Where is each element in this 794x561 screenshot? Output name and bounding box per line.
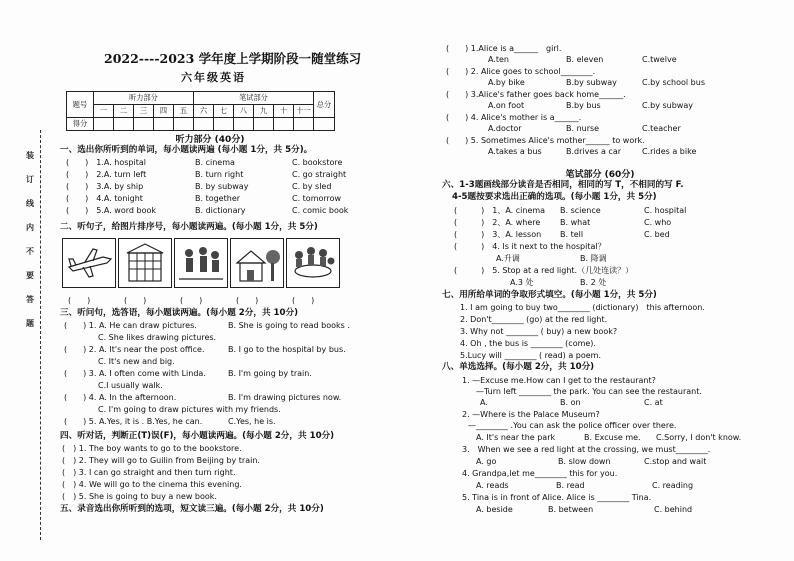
s8-q4-opt-c: C. reading <box>652 481 694 490</box>
score-cell <box>154 118 174 131</box>
section-7-title: 七、用所给单词的争取形式填空。(每小题 1分，共 5分) <box>442 290 657 300</box>
s8-q1-opt-c: C. at <box>644 398 663 407</box>
r-q4-a: A.doctor <box>488 124 522 133</box>
picture-1-blank[interactable]: ( ) <box>68 296 91 305</box>
s6-q2[interactable]: ( ) 2、A. where <box>454 218 541 227</box>
s1-q3-b: B. by subway <box>195 182 249 191</box>
score-cell <box>114 118 134 131</box>
binding-char: 线 <box>26 199 34 208</box>
binding-text <box>24 150 36 330</box>
r-q3-a: A.on foot <box>488 101 525 110</box>
section-6-title-2: 4-5题按要求选出正确的选项。(每小题 1分，共 5分) <box>452 192 657 202</box>
s8-q2-opt-c: C.Sorry, I don't know. <box>656 433 742 442</box>
score-table-label-number: 题号 <box>67 92 94 118</box>
s1-q5[interactable]: ( ) 5.A. word book <box>66 206 156 215</box>
s8-q5-opt-c: C. behind <box>654 505 693 514</box>
s8-q2-opt-b: B. Excuse me. <box>584 433 641 442</box>
s8-q5[interactable]: 5. Tina is in front of Alice. Alice is ________ Tina. <box>462 493 652 502</box>
s8-q4[interactable]: 4. Grandpa,let me________ this for you. <box>462 469 618 478</box>
score-table-number: 七 <box>214 105 234 118</box>
picture-people-street <box>174 238 228 288</box>
s3-q3-b: B. I'm going by train. <box>228 369 312 378</box>
score-table-number: 三 <box>134 105 154 118</box>
picture-family-dinner <box>286 238 340 288</box>
r-q5[interactable]: ( ) 5. Sometimes Alice's mother______ to work. <box>446 136 645 145</box>
score-table-writing-header: 笔试部分 <box>194 92 314 105</box>
section-5-title: 五、录音选出你所听到的选项，短文读三遍。(每小题 2分，共 10分) <box>60 504 324 514</box>
picture-house-tree <box>230 238 284 288</box>
r-q4-c: C.teacher <box>642 124 681 133</box>
score-cell <box>294 118 314 131</box>
r-q2-b: B.by subway <box>566 78 617 87</box>
picture-3-blank[interactable]: ( ) <box>180 296 203 305</box>
s6-q4[interactable]: ( ) 4. Is it next to the hospital？ <box>454 242 606 251</box>
score-table-number: 五 <box>174 105 194 118</box>
r-q2[interactable]: ( ) 2. Alice goes to school________. <box>446 67 596 76</box>
s3-q4-a[interactable]: ( ) 4. A. In the afternoon. <box>64 393 177 402</box>
s8-q3-opt-c: C.stop and wait <box>644 457 707 466</box>
score-cell <box>254 118 274 131</box>
r-q1-b: B. eleven <box>566 55 604 64</box>
s4-q1[interactable]: ( ) 1. The boy wants to go to the bookstore. <box>62 444 242 453</box>
score-cell <box>174 118 194 131</box>
score-table-number: 九 <box>254 105 274 118</box>
binding-char: 答 <box>26 295 34 304</box>
s6-q3-b: B. tell <box>560 230 584 239</box>
s4-q4[interactable]: ( ) 4. We will go to the cinema this evening. <box>62 480 242 489</box>
s8-q1: 1. —Excuse me.How can I get to the restaurant? <box>462 376 656 385</box>
section-6-title: 六、1-3题画线部分读音是否相同，相同的写 T，不相同的写 F. <box>442 180 684 190</box>
s3-q3-a[interactable]: ( ) 3. A. I often come with Linda. <box>64 369 206 378</box>
s1-q2-c: C. go straight <box>292 170 347 179</box>
s6-q5-b: B. 2 处 <box>580 278 607 287</box>
section-1-title: 一、选出你所听到的单词，每小题读两遍 (每小题 1分，共 5分)。 <box>60 145 313 155</box>
picture-2-blank[interactable]: ( ) <box>124 296 147 305</box>
s8-q2-a: A. It's near the park <box>476 433 556 442</box>
picture-building <box>118 238 172 288</box>
r-q5-a: A.takes a bus <box>488 147 542 156</box>
s8-q3[interactable]: 3. When we see a red light at the crossing, we must________. <box>462 445 711 454</box>
s8-q1-b[interactable]: —Turn left ________ the park. You can see the restaurant. <box>476 387 702 396</box>
score-table <box>66 91 335 131</box>
r-q3[interactable]: ( ) 3.Alice's father goes back home______. <box>446 90 626 99</box>
binding-char: 订 <box>26 175 34 184</box>
r-q3-c: C.by subway <box>642 101 693 110</box>
s3-q2-c: C. It's new and big. <box>98 357 175 366</box>
s6-q1[interactable]: ( ) 1、A. cinema <box>454 206 546 215</box>
s4-q3[interactable]: ( ) 3. I can go straight and then turn right. <box>62 468 236 477</box>
score-cell <box>214 118 234 131</box>
s8-q1-opt-b: B. on <box>560 398 581 407</box>
r-q1-c: C.twelve <box>642 55 677 64</box>
s8-q5-a: A. beside <box>476 505 513 514</box>
s4-q5[interactable]: ( ) 5. She is going to buy a new book. <box>62 492 217 501</box>
s6-q1-b: B. science <box>560 206 601 215</box>
s6-q4-b: B. 降调 <box>580 254 607 263</box>
picture-5-blank[interactable]: ( ) <box>292 296 315 305</box>
s6-q3-c: C. bed <box>644 230 670 239</box>
picture-4-blank[interactable]: ( ) <box>236 296 259 305</box>
s8-q1-a: A. <box>480 398 488 407</box>
section-4-title: 四、听对话，判断正(T)误(F)，每小题读两遍。(每小题 2分，共 10分) <box>60 431 335 441</box>
binding-dashed-line <box>40 130 41 540</box>
s8-q4-a: A. reads <box>476 481 509 490</box>
r-q1[interactable]: ( ) 1.Alice is a______ girl. <box>446 44 562 53</box>
s1-q5-b: B. dictionary <box>195 206 246 215</box>
s7-q5[interactable]: 5.Lucy will ________ ( read) a poem. <box>460 351 602 360</box>
writing-part-title: 笔试部分 (60分) <box>565 170 635 180</box>
s1-q1-b: B. cinema <box>195 158 235 167</box>
score-table-total-header: 总分 <box>314 92 335 118</box>
s1-q5-c: C. comic book <box>292 206 349 215</box>
section-2-title: 二、听句子，给图片排序号，每小题读两遍。(每小题 1分，共 5分) <box>60 222 318 232</box>
s6-q1-c: C. hospital <box>644 206 687 215</box>
s1-q1[interactable]: ( ) 1.A. hospital <box>66 158 146 167</box>
score-table-number: 十 <box>274 105 294 118</box>
s3-q3-c: C.I usually walk. <box>98 381 163 390</box>
score-table-number: 十一 <box>294 105 314 118</box>
s8-q5-opt-b: B. between <box>548 505 594 514</box>
s4-q2[interactable]: ( ) 2. They will go to Guilin from Beijing by train. <box>62 456 260 465</box>
page-title: 2022----2023 学年度上学期阶段一随堂练习 <box>104 51 362 66</box>
r-q2-a: A.by bike <box>488 78 525 87</box>
s3-q2-b: B. I go to the hospital by bus. <box>228 345 346 354</box>
s3-q2-a[interactable]: ( ) 2. A. It's near the post office. <box>64 345 205 354</box>
listening-part-title: 听力部分 (40分) <box>175 135 245 145</box>
r-q4-b: B. nurse <box>566 124 600 133</box>
score-cell <box>94 118 114 131</box>
s8-q3-opt-b: B. slow down <box>558 457 611 466</box>
s8-q2-b[interactable]: —________ .You can ask the police officer over there. <box>468 421 677 430</box>
s7-q1[interactable]: 1. I am going to buy two________ (dictionary) this afternoon. <box>460 303 705 312</box>
section-3-title: 三、听问句，选答语，每小题读两遍。(每小题 2分，共 10分) <box>60 308 299 318</box>
r-q4[interactable]: ( ) 4. Alice's mother is a______. <box>446 113 582 122</box>
s1-q2[interactable]: ( ) 2.A. turn left <box>66 170 147 179</box>
binding-char: 内 <box>26 223 34 232</box>
binding-char: 题 <box>26 319 34 328</box>
binding-char: 不 <box>26 247 34 256</box>
score-cell <box>194 118 214 131</box>
score-table-number: 六 <box>194 105 214 118</box>
s3-q1-b: B. She is going to read books . <box>228 321 350 330</box>
score-cell <box>314 118 335 131</box>
r-q3-b: B.by bus <box>566 101 601 110</box>
score-cell <box>234 118 254 131</box>
s1-q1-c: C. bookstore <box>292 158 343 167</box>
s6-q5[interactable]: ( ) 5. Stop at a red light.（几处连读？） <box>454 266 634 275</box>
s8-q3-a: A. go <box>476 457 497 466</box>
score-table-label-score: 得分 <box>67 118 94 131</box>
s1-q4-b: B. together <box>195 194 241 203</box>
score-table-number: 四 <box>154 105 174 118</box>
s1-q4-c: C. tomorrow <box>292 194 342 203</box>
s6-q4-a: A.升调 <box>496 254 520 263</box>
score-table-number: 八 <box>234 105 254 118</box>
picture-airplane <box>62 238 116 288</box>
score-cell <box>134 118 154 131</box>
s3-q4-b: B. I'm drawing pictures now. <box>228 393 342 402</box>
score-table-number: 二 <box>114 105 134 118</box>
s3-q5-a[interactable]: ( ) 5. A.Yes, it is . B.Yes, he can. <box>64 417 203 426</box>
s8-q4-opt-b: B. read <box>556 481 585 490</box>
binding-char: 要 <box>26 271 34 280</box>
s1-q2-b: B. turn right <box>195 170 244 179</box>
s7-q2[interactable]: 2. Don't________ (go) at the red light. <box>460 315 608 324</box>
r-q5-c: C.rides a bike <box>642 147 697 156</box>
s3-q1-a[interactable]: ( ) 1. A. He can draw pictures. <box>64 321 197 330</box>
binding-char: 装 <box>26 151 34 160</box>
score-table-listening-header: 听力部分 <box>94 92 194 105</box>
s7-q4[interactable]: 4. Oh , the bus is ________ (come). <box>460 339 596 348</box>
s1-q4[interactable]: ( ) 4.A. tonight <box>66 194 143 203</box>
s3-q5-c: C.Yes, he is. <box>228 417 276 426</box>
s6-q2-c: C. who <box>644 218 672 227</box>
s3-q1-c: C. She likes drawing pictures. <box>98 333 217 342</box>
r-q5-b: B.drives a car <box>566 147 622 156</box>
s6-q5-a: A.3 处 <box>510 278 534 287</box>
score-cell <box>274 118 294 131</box>
s1-q3-c: C. by sled <box>292 182 332 191</box>
s8-q2: 2. —Where is the Palace Museum? <box>462 410 600 419</box>
s6-q3[interactable]: ( ) 3、A. lesson <box>454 230 542 239</box>
r-q1-a: A.ten <box>488 55 510 64</box>
page-subtitle: 六年级英语 <box>181 71 246 84</box>
r-q2-c: C.by school bus <box>642 78 705 87</box>
score-table-number: 一 <box>94 105 114 118</box>
s6-q2-b: B. what <box>560 218 591 227</box>
section-8-title: 八、单选选择。(每小题 2分，共 10分) <box>442 362 595 372</box>
s1-q3[interactable]: ( ) 3.A. by ship <box>66 182 144 191</box>
s3-q4-c: C. I'm going to draw pictures with my friends. <box>98 405 281 414</box>
s7-q3[interactable]: 3. Why not ________ ( buy) a new book? <box>460 327 618 336</box>
